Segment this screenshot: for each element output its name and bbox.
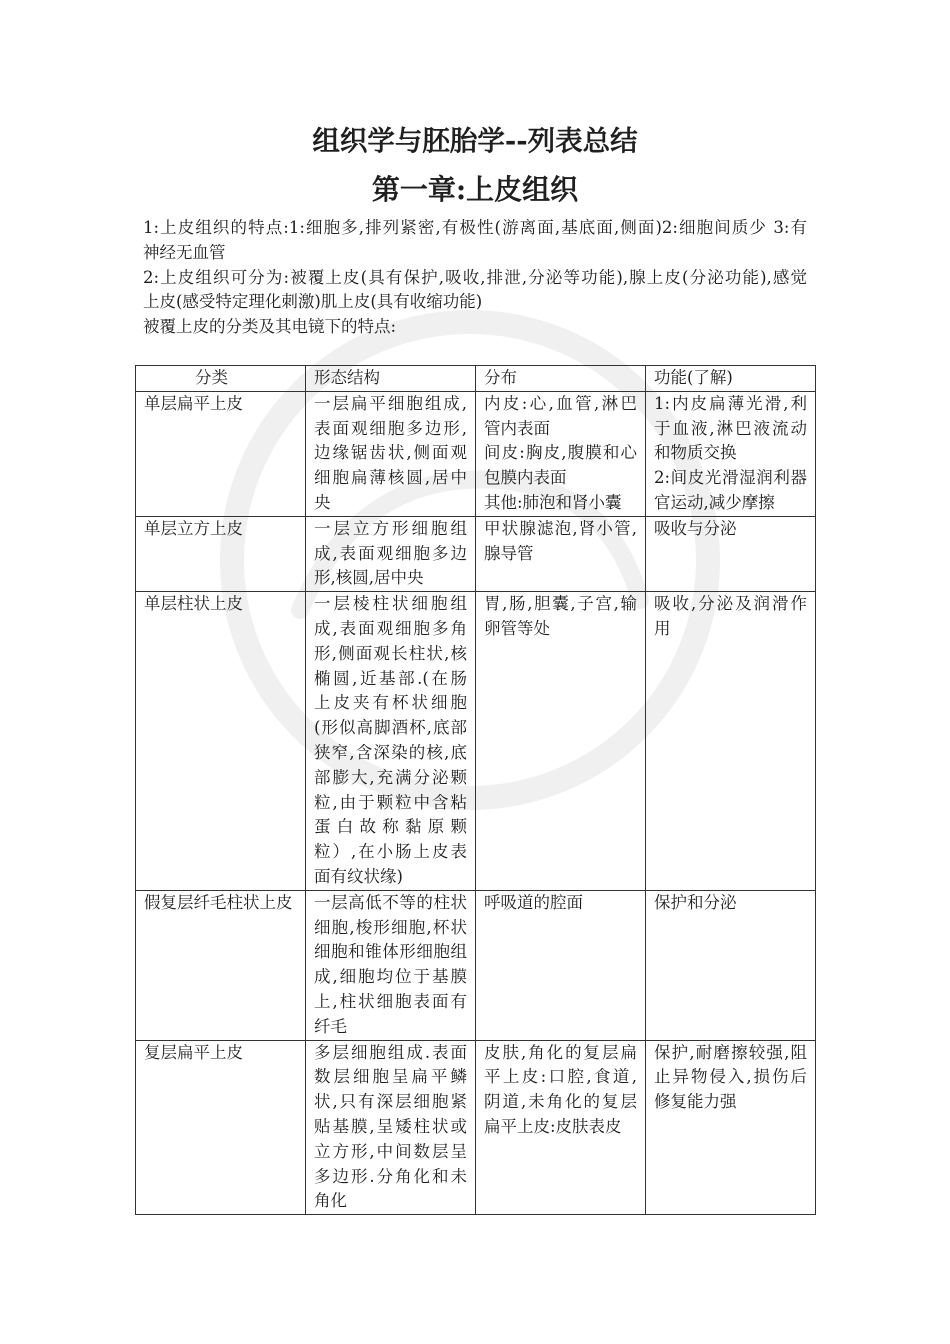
header-distribution: 分布 <box>476 366 646 392</box>
cell-text-line: 官运动,减少摩擦 <box>654 492 775 512</box>
table-row <box>136 592 816 891</box>
cell-text-line: 卵管等处 <box>484 618 550 638</box>
cell-distribution <box>476 1040 646 1215</box>
header-function: 功能(了解) <box>646 366 816 392</box>
cell-text-line: 形,侧面观长柱状,核 <box>314 643 467 663</box>
cell-paragraph <box>144 517 297 542</box>
cell-paragraph <box>484 491 637 516</box>
cell-text-line: 状,只有深层细胞紧 <box>314 1092 467 1112</box>
cell-paragraph <box>484 441 637 491</box>
document-title: 组织学与胚胎学--列表总结 <box>312 125 638 157</box>
cell-distribution <box>476 890 646 1040</box>
cell-text-line: 保护,耐磨擦较强,阻 <box>654 1042 807 1062</box>
cell-structure <box>306 890 476 1040</box>
cell-text-line: 修复能力强 <box>654 1092 737 1112</box>
cell-distribution <box>476 516 646 591</box>
cell-text-line: 其他:肺泡和肾小囊 <box>484 492 622 512</box>
cell-text-line: 细胞扁薄核圆,居中 <box>314 468 467 488</box>
cell-text-line: 粒,由于颗粒中含粘 <box>314 792 467 812</box>
cell-paragraph <box>314 392 467 516</box>
cell-text-line: 一层棱柱状细胞组 <box>314 594 467 614</box>
cell-text-line: 多层细胞组成.表面 <box>314 1042 467 1062</box>
cell-text-line: 管内表面 <box>484 418 550 438</box>
cell-paragraph <box>654 891 807 916</box>
cell-text-line: 胃,肠,胆囊,子宫,输 <box>484 594 637 614</box>
cell-text-line: 皮肤,角化的复层扁 <box>484 1042 637 1062</box>
cell-paragraph <box>484 592 637 642</box>
intro-text-line: 1:上皮组织的特点:1:细胞多,排列紧密,有极性(游离面,基底面,侧面)2:细胞间质少 3:有 <box>143 218 807 237</box>
cell-text-line: 2:间皮光滑湿润利器 <box>654 468 807 488</box>
cell-text-line: 保护和分泌 <box>654 892 737 912</box>
cell-text-line: 1:内皮扁薄光滑,利 <box>654 393 807 413</box>
cell-text-line: 纤毛 <box>314 1016 347 1036</box>
table-row <box>136 890 816 1040</box>
cell-text-line: 平上皮:口腔,食道, <box>484 1067 637 1087</box>
epithelium-summary-table <box>135 365 816 1215</box>
cell-paragraph <box>144 592 297 617</box>
cell-structure <box>306 592 476 891</box>
cell-function <box>646 1040 816 1215</box>
cell-text-line: 止异物侵入,损伤后 <box>654 1067 807 1087</box>
cell-text-line: 多边形.分角化和未 <box>314 1166 467 1186</box>
cell-text-line: 细胞和锥体形细胞组 <box>314 942 467 962</box>
header-structure: 形态结构 <box>306 366 476 392</box>
cell-text-line: 包膜内表面 <box>484 468 567 488</box>
intro-paragraph <box>143 315 807 340</box>
cell-text-line: (形似高脚酒杯,底部 <box>314 718 467 738</box>
cell-text-line: 复层扁平上皮 <box>144 1042 243 1062</box>
cell-category <box>136 890 306 1040</box>
cell-category <box>136 592 306 891</box>
cell-text-line: 央 <box>314 492 331 512</box>
intro-text-line: 上皮(感受特定理化刺激)肌上皮(具有收缩功能) <box>143 292 483 312</box>
cell-paragraph <box>484 392 637 442</box>
cell-text-line: 表面观细胞多边形, <box>314 418 467 438</box>
cell-distribution <box>476 592 646 891</box>
chapter-title: 第一章:上皮组织 <box>371 173 579 206</box>
cell-text-line: 阴道,未角化的复层 <box>484 1092 637 1112</box>
cell-function <box>646 391 816 516</box>
cell-structure <box>306 391 476 516</box>
cell-text-line: 蛋白故称黏原颗 <box>314 817 467 837</box>
cell-paragraph <box>484 891 637 916</box>
cell-text-line: 立方形,中间数层呈 <box>314 1141 467 1161</box>
cell-text-line: 细胞,梭形细胞,杯状 <box>314 917 467 937</box>
cell-paragraph <box>314 517 467 591</box>
cell-category <box>136 391 306 516</box>
cell-text-line: 部膨大,充满分泌颗 <box>314 767 467 787</box>
cell-paragraph <box>314 592 467 890</box>
cell-paragraph <box>314 891 467 1040</box>
cell-text-line: 假复层纤毛柱状上皮 <box>144 892 293 912</box>
cell-text-line: 吸收,分泌及润滑作 <box>654 594 807 614</box>
table-row <box>136 516 816 591</box>
cell-text-line: 椭圆,近基部.(在肠 <box>314 668 467 688</box>
cell-text-line: 上皮夹有杯状细胞 <box>314 693 467 713</box>
cell-text-line: 数层细胞呈扁平鳞 <box>314 1067 467 1087</box>
cell-function <box>646 516 816 591</box>
cell-text-line: 单层立方上皮 <box>144 518 243 538</box>
cell-paragraph <box>654 466 807 516</box>
intro-text-line: 被覆上皮的分类及其电镜下的特点: <box>143 317 397 337</box>
cell-text-line: 呼吸道的腔面 <box>484 892 583 912</box>
cell-text-line: 成,细胞均位于基膜 <box>314 967 467 987</box>
cell-text-line: 腺导管 <box>484 543 534 563</box>
cell-structure <box>306 1040 476 1215</box>
table-header <box>136 366 816 392</box>
table-row <box>136 1040 816 1215</box>
table-row <box>136 391 816 516</box>
cell-text-line: 成,表面观细胞多边 <box>314 543 467 563</box>
cell-paragraph <box>654 592 807 642</box>
cell-category <box>136 1040 306 1215</box>
cell-distribution <box>476 391 646 516</box>
cell-function <box>646 592 816 891</box>
cell-category <box>136 516 306 591</box>
intro-paragraph <box>143 216 807 266</box>
cell-paragraph <box>654 1041 807 1115</box>
cell-text-line: 边缘锯齿状,侧面观 <box>314 443 467 463</box>
cell-text-line: 于血液,淋巴液流动 <box>654 418 807 438</box>
cell-text-line: 用 <box>654 618 671 638</box>
cell-text-line: 吸收与分泌 <box>654 518 737 538</box>
cell-text-line: 和物质交换 <box>654 443 737 463</box>
cell-paragraph <box>144 1041 297 1066</box>
cell-text-line: 粒）,在小肠上皮表 <box>314 842 467 862</box>
intro-text-line: 2:上皮组织可分为:被覆上皮(具有保护,吸收,排泄,分泌等功能),腺上皮(分泌功能),感觉 <box>143 267 807 287</box>
cell-paragraph <box>314 1041 467 1215</box>
cell-text-line: 一层高低不等的柱状 <box>314 892 467 912</box>
cell-text-line: 内皮:心,血管,淋巴 <box>484 393 637 413</box>
cell-text-line: 间皮:胸皮,腹膜和心 <box>484 443 637 463</box>
intro-paragraph <box>143 266 807 316</box>
table-header-row <box>136 366 816 392</box>
intro-text-line: 神经无血管 <box>143 242 226 262</box>
cell-structure <box>306 516 476 591</box>
cell-text-line: 形,核圆,居中央 <box>314 568 424 588</box>
cell-text-line: 扁平上皮:皮肤表皮 <box>484 1116 622 1136</box>
cell-paragraph <box>484 1041 637 1140</box>
cell-text-line: 面有纹状缘) <box>314 866 403 886</box>
cell-text-line: 角化 <box>314 1191 347 1211</box>
cell-text-line: 一层扁平细胞组成, <box>314 393 467 413</box>
intro-text <box>143 216 807 340</box>
cell-function <box>646 890 816 1040</box>
cell-text-line: 单层扁平上皮 <box>144 393 243 413</box>
cell-text-line: 成,表面观细胞多角 <box>314 618 467 638</box>
cell-paragraph <box>654 392 807 466</box>
cell-paragraph <box>144 891 297 916</box>
cell-paragraph <box>484 517 637 567</box>
cell-paragraph <box>144 392 297 417</box>
cell-text-line: 贴基膜,呈矮柱状或 <box>314 1116 467 1136</box>
header-category: 分类 <box>136 366 306 392</box>
cell-text-line: 上,柱状细胞表面有 <box>314 991 467 1011</box>
cell-text-line: 狭窄,含深染的核,底 <box>314 742 467 762</box>
cell-text-line: 甲状腺滤泡,肾小管, <box>484 518 637 538</box>
table-body <box>136 391 816 1214</box>
cell-paragraph <box>654 517 807 542</box>
cell-text-line: 单层柱状上皮 <box>144 594 243 614</box>
cell-text-line: 一层立方形细胞组 <box>314 518 467 538</box>
